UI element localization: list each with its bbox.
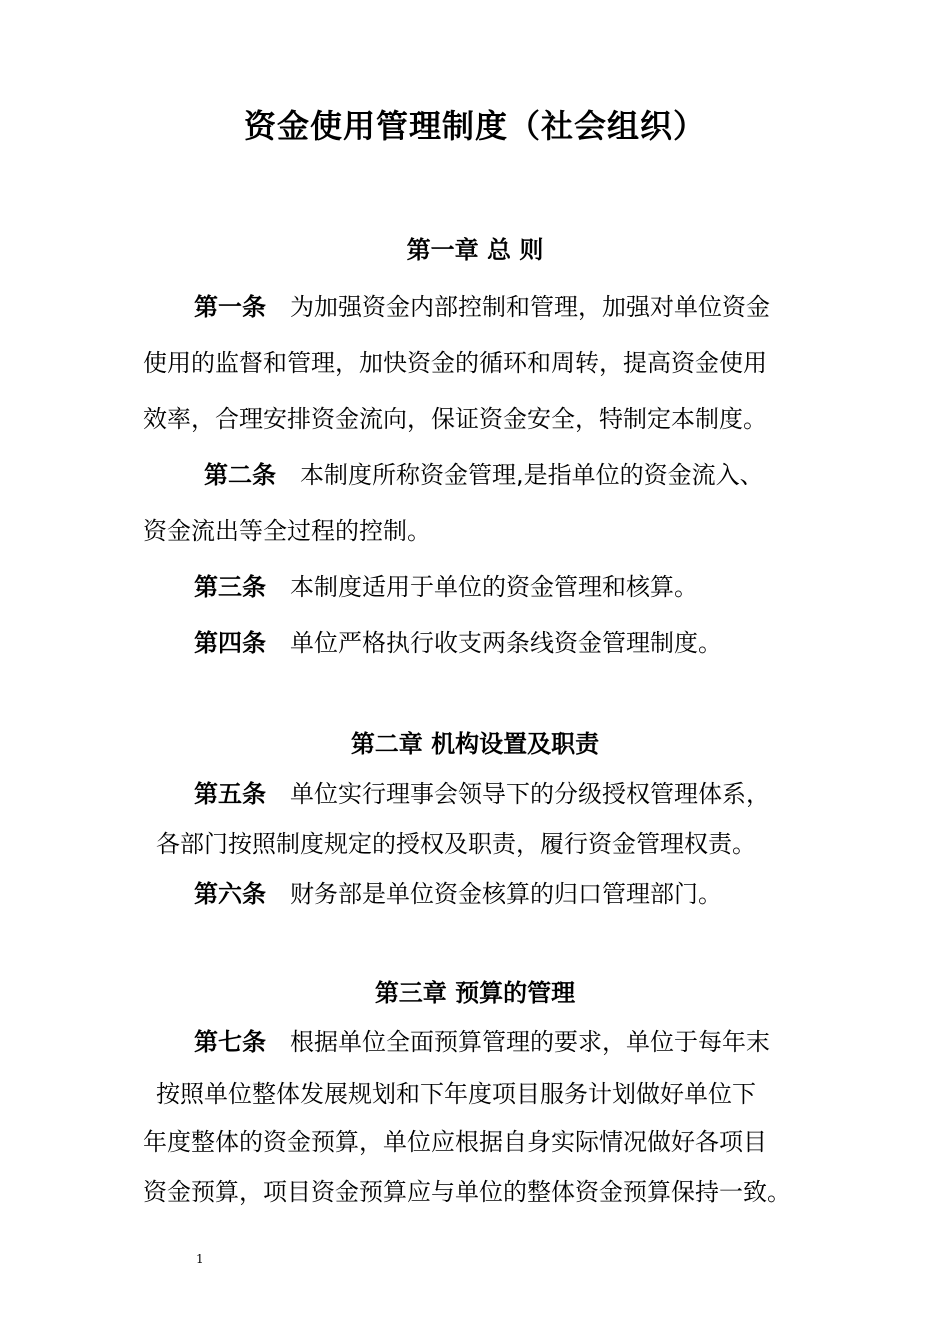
- article-1-line-1: [194, 290, 770, 324]
- article-1-line-3: 效率，合理安排资金流向，保证资金安全，特制定本制度。: [143, 405, 767, 433]
- article-label: 第七条: [194, 1028, 266, 1056]
- article-3-line-1: [194, 570, 698, 604]
- chapter-heading-1: 第一章 总 则: [406, 236, 544, 264]
- article-6-line-1: [194, 877, 722, 911]
- article-label: 第三条: [194, 573, 266, 601]
- article-7-line-4: 资金预算，项目资金预算应与单位的整体资金预算保持一致。: [143, 1178, 791, 1206]
- article-text: 根据单位全面预算管理的要求，单位于每年末: [290, 1028, 770, 1056]
- article-text: 本制度所称资金管理,是指单位的资金流入、: [300, 461, 764, 489]
- document-title: 资金使用管理制度（社会组织）: [243, 107, 706, 145]
- article-text: 本制度适用于单位的资金管理和核算。: [290, 573, 698, 601]
- article-2-line-2: 资金流出等全过程的控制。: [143, 517, 431, 545]
- chapter-heading-2: 第二章 机构设置及职责: [350, 730, 600, 758]
- article-7-line-3: 年度整体的资金预算，单位应根据自身实际情况做好各项目: [143, 1128, 767, 1156]
- article-label: 第四条: [194, 629, 266, 657]
- article-7-line-1: [194, 1025, 770, 1059]
- article-text: 为加强资金内部控制和管理，加强对单位资金: [290, 293, 770, 321]
- article-label: 第二条: [204, 461, 276, 489]
- article-1-line-2: 使用的监督和管理，加快资金的循环和周转，提高资金使用: [143, 349, 767, 377]
- article-label: 第六条: [194, 880, 266, 908]
- article-label: 第五条: [194, 780, 266, 808]
- article-4-line-1: [194, 626, 722, 660]
- article-text: 单位实行理事会领导下的分级授权管理体系，: [290, 780, 770, 808]
- article-5-line-1: [194, 777, 770, 811]
- chapter-heading-3: 第三章 预算的管理: [374, 979, 576, 1007]
- article-text: 财务部是单位资金核算的归口管理部门。: [290, 880, 722, 908]
- article-2-line-1: [204, 458, 764, 492]
- article-label: 第一条: [194, 293, 266, 321]
- article-7-line-2: 按照单位整体发展规划和下年度项目服务计划做好单位下: [156, 1080, 756, 1108]
- page-number: 1: [196, 1252, 204, 1266]
- article-5-line-2: 各部门按照制度规定的授权及职责，履行资金管理权责。: [156, 830, 756, 858]
- article-text: 单位严格执行收支两条线资金管理制度。: [290, 629, 722, 657]
